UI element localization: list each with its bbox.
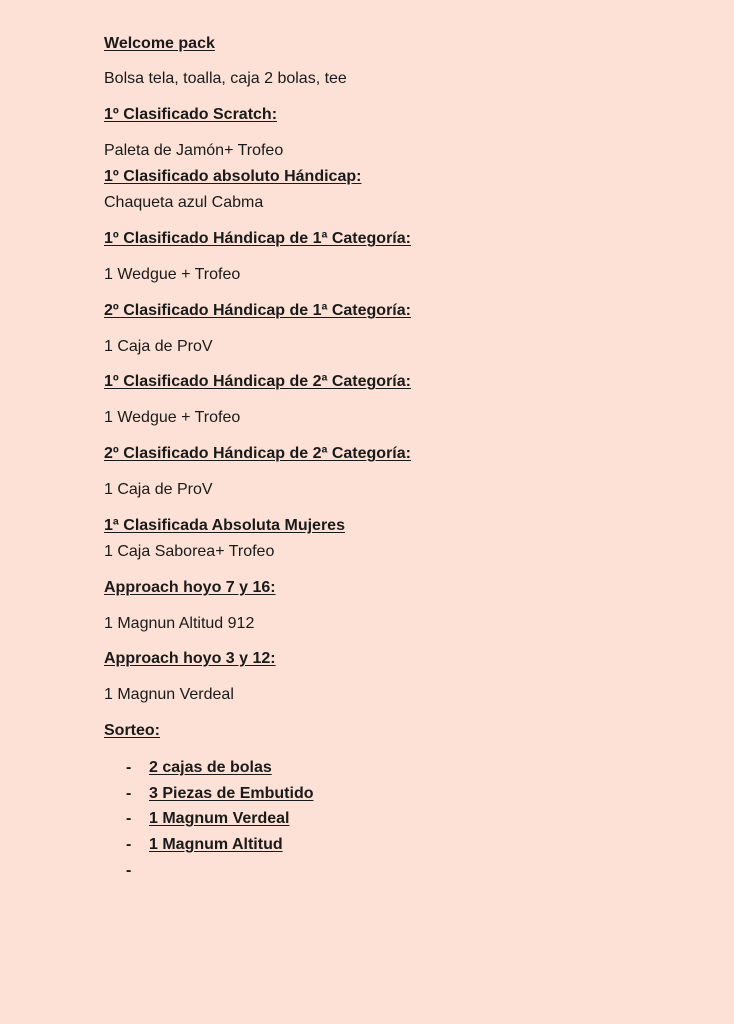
approach2-text: 1 Magnun Verdeal — [104, 686, 234, 703]
bullet-dash: - — [126, 785, 132, 802]
mujeres-text: 1 Caja Saborea+ Trofeo — [104, 543, 275, 560]
cat2-first-heading: 1º Clasificado Hándicap de 2ª Categoría: — [104, 373, 411, 390]
sorteo-item: 1 Magnum Altitud — [149, 836, 283, 853]
bullet-dash: - — [126, 836, 132, 853]
bullet-dash: - — [126, 759, 132, 776]
welcome-pack-text: Bolsa tela, toalla, caja 2 bolas, tee — [104, 70, 347, 87]
cat2-second-heading: 2º Clasificado Hándicap de 2ª Categoría: — [104, 445, 411, 462]
cat1-first-text: 1 Wedgue + Trofeo — [104, 266, 241, 283]
absoluto-heading: 1º Clasificado absoluto Hándicap: — [104, 168, 362, 185]
cat1-first-heading: 1º Clasificado Hándicap de 1ª Categoría: — [104, 230, 411, 247]
sorteo-heading: Sorteo: — [104, 722, 160, 739]
cat2-second-text: 1 Caja de ProV — [104, 481, 213, 498]
sorteo-item: 1 Magnum Verdeal — [149, 810, 290, 827]
bullet-dash: - — [126, 810, 132, 827]
scratch-heading: 1º Clasificado Scratch: — [104, 106, 278, 123]
cat1-second-text: 1 Caja de ProV — [104, 338, 213, 355]
scratch-text: Paleta de Jamón+ Trofeo — [104, 142, 284, 159]
approach1-heading: Approach hoyo 7 y 16: — [104, 579, 276, 596]
sorteo-item: 3 Piezas de Embutido — [149, 785, 314, 802]
sorteo-item: 2 cajas de bolas — [149, 759, 272, 776]
absoluto-text: Chaqueta azul Cabma — [104, 194, 264, 211]
approach1-text: 1 Magnun Altitud 912 — [104, 615, 255, 632]
cat2-first-text: 1 Wedgue + Trofeo — [104, 409, 241, 426]
approach2-heading: Approach hoyo 3 y 12: — [104, 650, 276, 667]
bullet-dash: - — [126, 862, 132, 879]
mujeres-heading: 1ª Clasificada Absoluta Mujeres — [104, 517, 345, 534]
cat1-second-heading: 2º Clasificado Hándicap de 1ª Categoría: — [104, 302, 411, 319]
welcome-pack-heading: Welcome pack — [104, 35, 215, 52]
